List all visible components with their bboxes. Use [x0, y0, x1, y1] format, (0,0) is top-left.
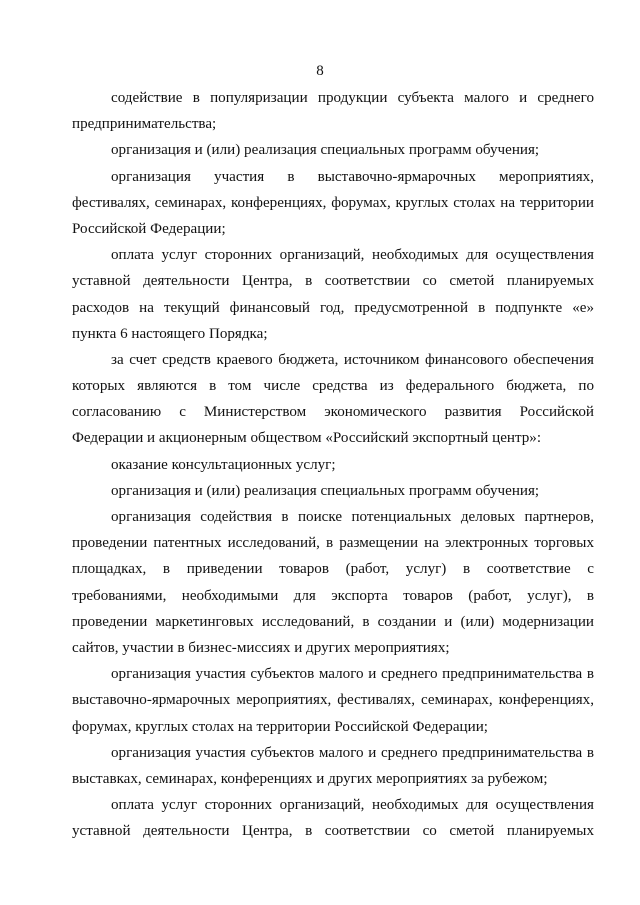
text-line: площадках, в приведении товаров (работ, услуг) в соответствие с — [72, 561, 594, 578]
text-line: которых являются в том числе средства из федерального бюджета, по — [72, 378, 594, 395]
text-line: оплата услуг сторонних организаций, необходимых для осуществления — [111, 247, 594, 264]
text-line: содействие в популяризации продукции субъекта малого и среднего — [111, 90, 594, 106]
text-line: уставной деятельности Центра, в соответствии со сметой планируемых — [72, 823, 594, 840]
text-line: организация участия субъектов малого и среднего предпринимательства в — [111, 744, 594, 761]
text-line: оплата услуг сторонних организаций, необходимых для осуществления — [111, 797, 594, 814]
text-line: организация участия в выставочно-ярмарочных мероприятиях, — [111, 168, 594, 185]
text-line: Федерации и акционерным обществом «Российский экспортный центр»: — [72, 430, 542, 447]
page-number: 8 — [316, 63, 324, 79]
text-line: организация участия субъектов малого и среднего предпринимательства в — [111, 666, 594, 683]
text-line: организация содействия в поиске потенциальных деловых партнеров, — [111, 509, 594, 525]
text-line: организация и (или) реализация специальных программ обучения; — [111, 482, 540, 499]
text-line: Российской Федерации; — [72, 220, 226, 237]
text-line: требованиями, необходимыми для экспорта товаров (работ, услуг), в — [72, 587, 594, 604]
text-line: пункта 6 настоящего Порядка; — [72, 325, 268, 342]
text-line: уставной деятельности Центра, в соответствии со сметой планируемых — [72, 273, 594, 290]
text-line: фестивалях, семинарах, конференциях, форумах, круглых столах на территории — [72, 194, 594, 211]
text-line: выставках, семинарах, конференциях и других мероприятиях за рубежом; — [72, 770, 548, 787]
text-line: проведении маркетинговых исследований, в создании и (или) модернизации — [72, 613, 594, 630]
text-line: сайтов, участии в бизнес-миссиях и других мероприятиях; — [72, 639, 450, 656]
text-line: форумах, круглых столах на территории Российской Федерации; — [72, 718, 488, 735]
text-line: согласованию с Министерством экономического развития Российской — [72, 404, 594, 421]
text-line: расходов на текущий финансовый год, предусмотренной в подпункте «е» — [72, 299, 594, 316]
text-line: проведении патентных исследований, в размещении на электронных торговых — [72, 535, 594, 552]
document-body — [72, 85, 594, 844]
text-line: выставочно-ярмарочных мероприятиях, фестивалях, семинарах, конференциях, — [72, 692, 594, 709]
text-line: предпринимательства; — [72, 116, 217, 133]
text-line: оказание консультационных услуг; — [111, 456, 336, 473]
text-line: за счет средств краевого бюджета, источником финансового обеспечения — [111, 351, 594, 368]
text-line: организация и (или) реализация специальных программ обучения; — [111, 142, 540, 159]
